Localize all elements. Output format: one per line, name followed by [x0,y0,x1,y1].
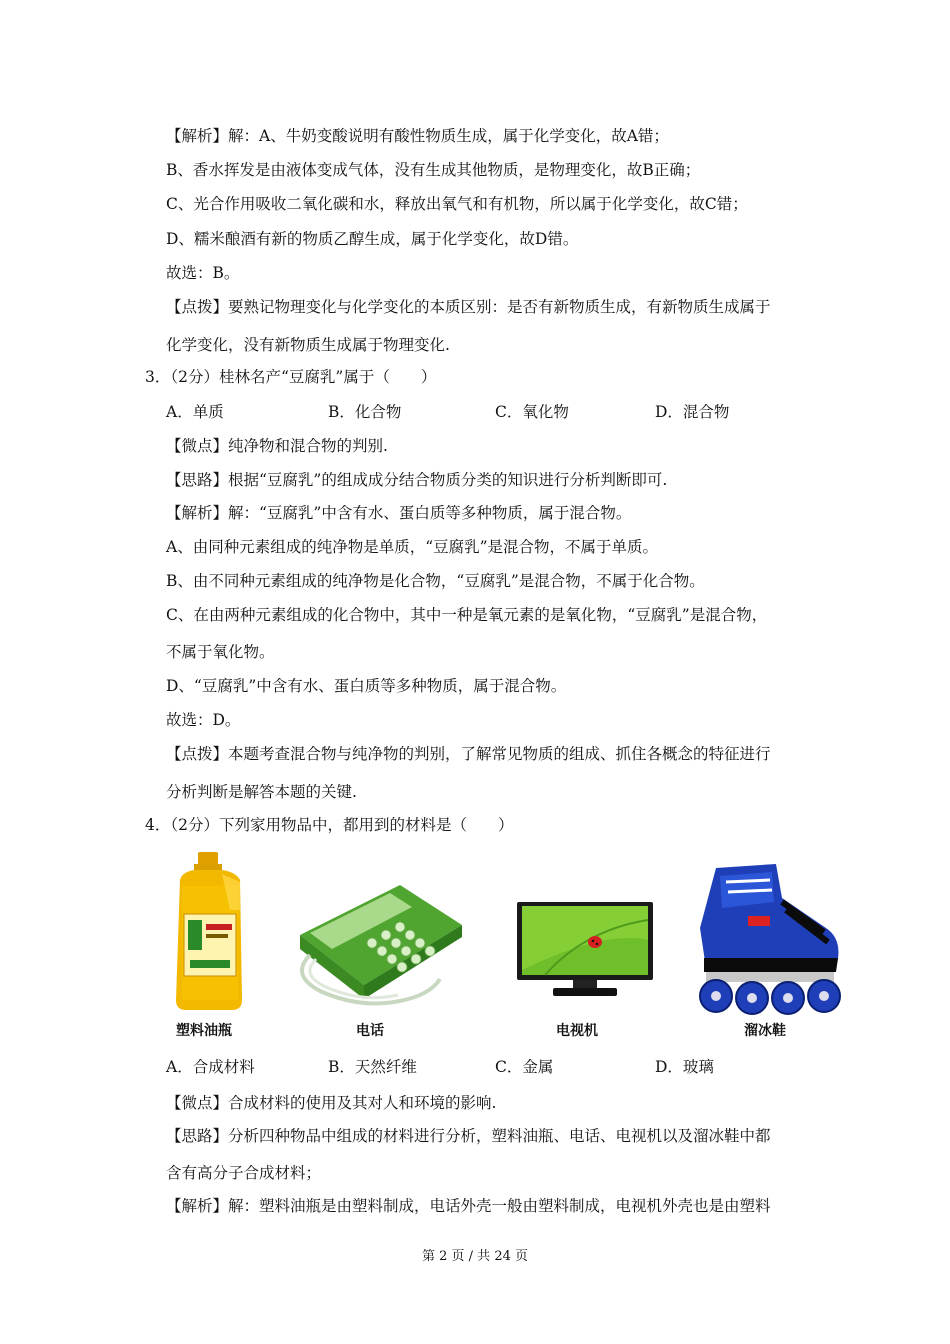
q3-knowledge-point: 【微点】纯净物和混合物的判别. [166,437,388,455]
q3-analysis: 【解析】解：“豆腐乳”中含有水、蛋白质等多种物质，属于混合物。 [166,504,632,522]
q3-analysis-b: B、由不同种元素组成的纯净物是化合物，“豆腐乳”是混合物，不属于化合物。 [166,572,705,590]
q2-analysis-b: B、香水挥发是由液体变成气体，没有生成其他物质，是物理变化，故B正确； [166,161,701,179]
television-image [515,900,655,1000]
q4-option-b: B．天然纤维 [328,1058,417,1076]
q4-knowledge-point: 【微点】合成材料的使用及其对人和环境的影响. [166,1094,497,1112]
telephone-image [280,875,470,1015]
q3-option-b: B．化合物 [328,403,402,421]
page-footer: 第 2 页 / 共 24 页 [422,1249,528,1264]
q4-analysis: 【解析】解：塑料油瓶是由塑料制成，电话外壳一般由塑料制成，电视机外壳也是由塑料 [166,1197,771,1215]
q2-answer: 故选：B。 [166,264,240,282]
roller-skate-icon [686,858,854,1018]
caption-plastic-oil-bottle: 塑料油瓶 [176,1023,232,1039]
caption-telephone: 电话 [356,1023,384,1039]
q3-tip-line2: 分析判断是解答本题的关键. [166,783,357,801]
q2-tip-line2: 化学变化，没有新物质生成属于物理变化. [166,336,450,354]
caption-television: 电视机 [556,1023,598,1039]
q3-analysis-c-line1: C、在由两种元素组成的化合物中，其中一种是氧元素的是氧化物，“豆腐乳”是混合物， [166,606,768,624]
q3-approach: 【思路】根据“豆腐乳”的组成成分结合物质分类的知识进行分析判断即可. [166,471,668,489]
q3-analysis-c-line2: 不属于氧化物。 [166,643,275,661]
q2-tip-line1: 【点拨】要熟记物理变化与化学变化的本质区别：是否有新物质生成，有新物质生成属于 [166,298,771,316]
q3-analysis-a: A、由同种元素组成的纯净物是单质，“豆腐乳”是混合物，不属于单质。 [166,538,659,556]
q3-stem: 3．（2分）桂林名产“豆腐乳”属于（ ） [145,368,437,386]
television-icon [515,900,655,1000]
telephone-icon [280,875,470,1015]
plastic-oil-bottle-image [160,850,260,1015]
q4-option-a: A．合成材料 [166,1058,255,1076]
q4-option-d: D．玻璃 [655,1058,714,1076]
q4-approach-line2: 含有高分子合成材料； [166,1164,322,1182]
oil-bottle-icon [160,850,260,1015]
q3-tip-line1: 【点拨】本题考查混合物与纯净物的判别，了解常见物质的组成、抓住各概念的特征进行 [166,745,771,763]
q2-analysis-c: C、光合作用吸收二氧化碳和水，释放出氧气和有机物，所以属于化学变化，故C错； [166,195,748,213]
q4-stem: 4．（2分）下列家用物品中，都用到的材料是（ ） [145,816,514,834]
q2-analysis: 【解析】解：A、牛奶变酸说明有酸性物质生成，属于化学变化，故A错； [166,127,669,145]
q3-analysis-d: D、“豆腐乳”中含有水、蛋白质等多种物质，属于混合物。 [166,677,567,695]
q3-option-c: C．氧化物 [495,403,569,421]
q2-analysis-d: D、糯米酿酒有新的物质乙醇生成，属于化学变化，故D错。 [166,230,579,248]
roller-skate-image [686,858,854,1018]
q3-option-d: D．混合物 [655,403,730,421]
q4-option-c: C．金属 [495,1058,554,1076]
q3-answer: 故选：D。 [166,711,241,729]
q3-option-a: A．单质 [166,403,224,421]
caption-roller-skate: 溜冰鞋 [744,1023,786,1039]
q4-approach-line1: 【思路】分析四种物品中组成的材料进行分析，塑料油瓶、电话、电视机以及溜冰鞋中都 [166,1127,771,1145]
